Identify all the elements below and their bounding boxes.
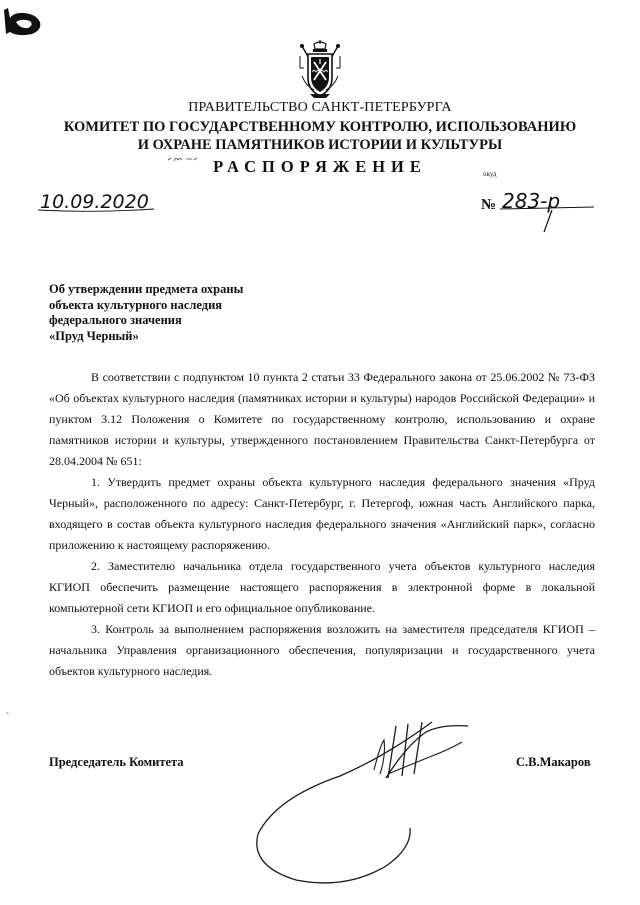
handwritten-number [500, 186, 596, 234]
signatory-name: С.В.Макаров [516, 755, 591, 769]
handwritten-date [38, 188, 154, 214]
signatory-title: Председатель Комитета [49, 755, 184, 769]
subject-line-4: «Пруд Черный» [49, 328, 139, 343]
corner-stamp-mark [0, 4, 46, 40]
handwritten-number-text: 283-р [502, 189, 561, 213]
order-item-1: 1. Утвердить предмет охраны объекта культурного наследия федерального значения «Пруд Черный», расположенного по адресу: Санкт-Петербург, г. Петергоф, южная часть Английского парка, входящего в состав объекта культурного наследия федерального значения «Английский парк», согласно приложению к настоящему распоряжению. [49, 475, 595, 552]
number-label: № [481, 197, 497, 213]
okud-label: окуд [483, 170, 497, 178]
order-item-3: 3. Контроль за выполнением распоряжения возложить на заместителя председателя КГИОП – начальника Управления организационного обеспечения, популяризации и государственного учета объектов культурного наследия. [49, 622, 595, 678]
handwritten-date-text: 10.09.2020 [40, 191, 149, 213]
committee-name-line-1: КОМИТЕТ ПО ГОСУДАРСТВЕННОМУ КОНТРОЛЮ, ИСПОЛЬЗОВАНИЮ [63, 119, 577, 135]
subject-line-2: объекта культурного наследия [49, 297, 223, 312]
document-body [49, 367, 595, 682]
government-name: ПРАВИТЕЛЬСТВО САНКТ-ПЕТЕРБУРГА [188, 100, 452, 115]
preamble-paragraph: В соответствии с подпунктом 10 пункта 2 статьи 33 Федерального закона от 25.06.2002 № 73-ФЗ «Об объектах культурного наследия (памятниках истории и культуры) народов Российской Федерации» и пунктом 3.12 Положения о Комитете по государственному контролю, использованию и охране памятников истории и культуры, утвержденного постановлением Правительства Санкт-Петербурга от 28.04.2004 № 651: [49, 370, 595, 468]
document-type-title: РАСПОРЯЖЕНИЕ [213, 157, 427, 176]
order-item-2: 2. Заместителю начальника отдела государственного учета объектов культурного наследия КГИОП обеспечить размещение настоящего распоряжения в электронной форме в локальной компьютерной сети КГИОП и его официальное опубликование. [49, 559, 595, 615]
subject-line-3: федерального значения [49, 313, 182, 327]
margin-tick-mark: ˋ [6, 712, 10, 723]
committee-name-line-2: И ОХРАНЕ ПАМЯТНИКОВ ИСТОРИИ И КУЛЬТУРЫ [137, 137, 503, 153]
handwritten-signature [236, 716, 472, 892]
document-subject [49, 282, 243, 344]
committee-name [0, 118, 640, 154]
coat-of-arms-icon [296, 40, 344, 100]
subject-line-1: Об утверждении предмета охраны [49, 282, 244, 296]
